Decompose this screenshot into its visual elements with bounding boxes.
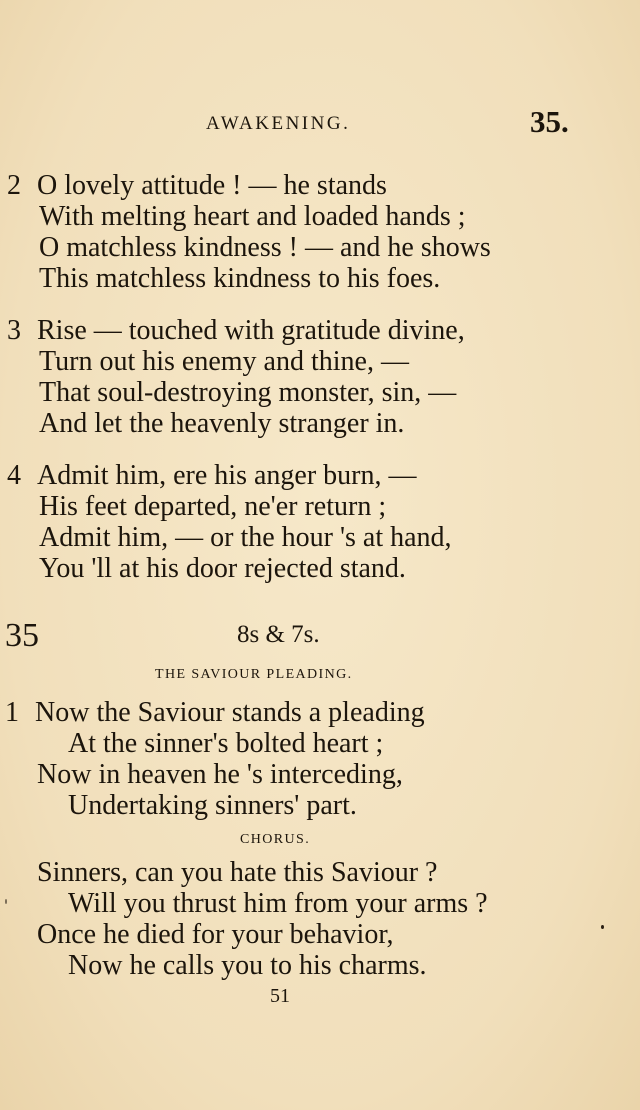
stanza-number: 4 <box>7 460 21 491</box>
verse-line: Turn out his enemy and thine, — <box>39 346 409 377</box>
verse-line: His feet departed, ne'er return ; <box>39 491 387 522</box>
stanza-number: 2 <box>7 170 21 201</box>
chorus-label: CHORUS. <box>240 832 311 847</box>
chorus-line: Once he died for your behavior, <box>37 919 394 950</box>
verse-line: O matchless kindness ! — and he shows <box>39 232 491 263</box>
chorus-line: Will you thrust him from your arms ? <box>68 888 488 919</box>
verse-line: Now the Saviour stands a pleading <box>35 697 425 728</box>
verse-line: With melting heart and loaded hands ; <box>39 201 466 232</box>
hymn-number: 35 <box>5 617 39 654</box>
chorus-line: Now he calls you to his charms. <box>68 950 427 981</box>
verse-line: That soul-destroying monster, sin, — <box>39 377 457 408</box>
verse-line: Rise — touched with gratitude divine, <box>37 315 465 346</box>
verse-line: You 'll at his door rejected stand. <box>39 553 406 584</box>
verse-line: O lovely attitude ! — he stands <box>37 170 387 201</box>
page-number-header: 35. <box>530 104 569 139</box>
page-number-footer: 51 <box>270 985 290 1007</box>
verse-line: Admit him, — or the hour 's at hand, <box>39 522 452 553</box>
verse-line: Admit him, ere his anger burn, — <box>37 460 417 491</box>
stanza-number: 3 <box>7 315 21 346</box>
ink-speck <box>601 925 604 929</box>
verse-line: This matchless kindness to his foes. <box>39 263 441 294</box>
verse-line: Now in heaven he 's interceding, <box>37 759 403 790</box>
verse-line: Undertaking sinners' part. <box>68 790 357 821</box>
hymn-title: THE SAVIOUR PLEADING. <box>155 667 353 682</box>
stanza-number: 1 <box>5 697 19 728</box>
running-title: AWAKENING. <box>206 113 351 134</box>
hymn-meter: 8s & 7s. <box>237 621 320 648</box>
ink-speck <box>5 899 7 904</box>
verse-line: And let the heavenly stranger in. <box>39 408 405 439</box>
chorus-line: Sinners, can you hate this Saviour ? <box>37 857 438 888</box>
verse-line: At the sinner's bolted heart ; <box>68 728 384 759</box>
